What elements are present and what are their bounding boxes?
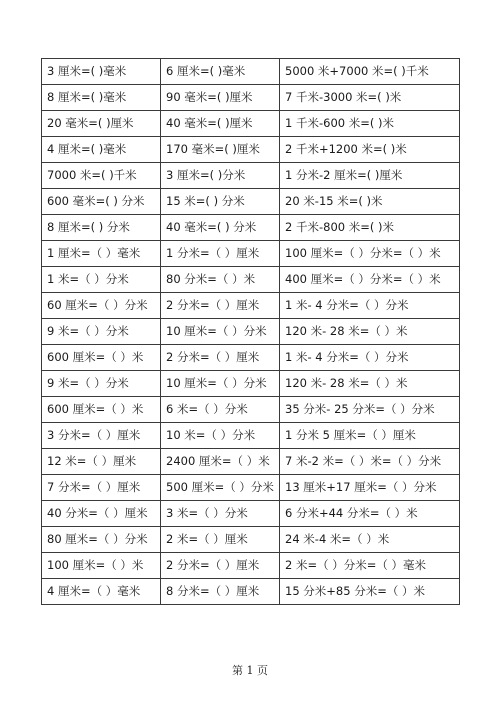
unit-conversion-worksheet (41, 58, 460, 605)
conversion-problem: 1 米=（ ）分米 (42, 267, 161, 293)
conversion-problem: 1 分米-2 厘米=( )厘米 (280, 163, 460, 189)
conversion-problem: 7 分米=（ ）厘米 (42, 475, 161, 501)
conversion-problem: 3 分米=（ ）厘米 (42, 423, 161, 449)
conversion-problem: 120 米- 28 米=（ ）米 (280, 319, 460, 345)
conversion-problem: 600 厘米=（ ）米 (42, 345, 161, 371)
worksheet-row (42, 241, 460, 267)
conversion-problem: 20 米-15 米=( )米 (280, 189, 460, 215)
conversion-problem: 3 厘米=( )分米 (161, 163, 280, 189)
worksheet-row (42, 85, 460, 111)
worksheet-row (42, 59, 460, 85)
conversion-problem: 2400 厘米=（ ）米 (161, 449, 280, 475)
conversion-problem: 1 米- 4 分米=（ ）分米 (280, 345, 460, 371)
worksheet-row (42, 397, 460, 423)
conversion-problem: 10 米=（ ）分米 (161, 423, 280, 449)
worksheet-row (42, 553, 460, 579)
worksheet-row (42, 319, 460, 345)
conversion-problem: 7 米-2 米=（ ）米=（ ）分米 (280, 449, 460, 475)
worksheet-row (42, 501, 460, 527)
conversion-problem: 10 厘米=（ ）分米 (161, 371, 280, 397)
conversion-problem: 9 米=（ ）分米 (42, 371, 161, 397)
conversion-problem: 60 厘米=（ ）分米 (42, 293, 161, 319)
conversion-problem: 600 厘米=（ ）米 (42, 397, 161, 423)
conversion-problem: 35 分米- 25 分米=（ ）分米 (280, 397, 460, 423)
conversion-problem: 170 毫米=( )厘米 (161, 137, 280, 163)
conversion-problem: 4 厘米=（ ）毫米 (42, 579, 161, 605)
conversion-problem: 9 米=（ ）分米 (42, 319, 161, 345)
worksheet-row (42, 579, 460, 605)
worksheet-row (42, 371, 460, 397)
worksheet-row (42, 527, 460, 553)
conversion-problem: 8 厘米=( )毫米 (42, 85, 161, 111)
conversion-problem: 3 厘米=( )毫米 (42, 59, 161, 85)
worksheet-row (42, 215, 460, 241)
worksheet-row (42, 345, 460, 371)
conversion-problem: 24 米-4 米=（ ）米 (280, 527, 460, 553)
conversion-problem: 80 厘米=（ ）分米 (42, 527, 161, 553)
conversion-problem: 1 分米 5 厘米=（ ）厘米 (280, 423, 460, 449)
conversion-problem: 10 厘米=（ ）分米 (161, 319, 280, 345)
conversion-problem: 100 厘米=（ ）分米=（ ）米 (280, 241, 460, 267)
conversion-problem: 2 千米-800 米=( )米 (280, 215, 460, 241)
conversion-problem: 40 毫米=( ) 分米 (161, 215, 280, 241)
conversion-problem: 13 厘米+17 厘米=（ ）分米 (280, 475, 460, 501)
conversion-problem: 90 毫米=( )厘米 (161, 85, 280, 111)
conversion-problem: 40 毫米=( )厘米 (161, 111, 280, 137)
worksheet-row (42, 293, 460, 319)
conversion-problem: 400 厘米=（ ）分米=（ ）米 (280, 267, 460, 293)
worksheet-row (42, 137, 460, 163)
conversion-problem: 100 厘米=（ ）米 (42, 553, 161, 579)
conversion-problem: 2 米=（ ）分米=（ ）毫米 (280, 553, 460, 579)
conversion-problem: 6 分米+44 分米=（ ）米 (280, 501, 460, 527)
page-number: 第 1 页 (232, 664, 268, 677)
worksheet-row (42, 111, 460, 137)
conversion-problem: 20 毫米=( )厘米 (42, 111, 161, 137)
conversion-problem: 600 毫米=( ) 分米 (42, 189, 161, 215)
conversion-problem: 500 厘米=（ ）分米 (161, 475, 280, 501)
conversion-problem: 1 千米-600 米=( )米 (280, 111, 460, 137)
worksheet-body (42, 59, 460, 605)
worksheet-row (42, 475, 460, 501)
conversion-problem: 2 米=（ ）厘米 (161, 527, 280, 553)
conversion-problem: 15 分米+85 分米=（ ）米 (280, 579, 460, 605)
conversion-problem: 2 分米=（ ）厘米 (161, 293, 280, 319)
worksheet-row (42, 267, 460, 293)
conversion-problem: 8 分米=（ ）厘米 (161, 579, 280, 605)
conversion-problem: 2 分米=（ ）厘米 (161, 345, 280, 371)
conversion-problem: 2 千米+1200 米=( )米 (280, 137, 460, 163)
conversion-problem: 1 厘米=（ ）毫米 (42, 241, 161, 267)
conversion-problem: 6 厘米=( )毫米 (161, 59, 280, 85)
conversion-problem: 5000 米+7000 米=( )千米 (280, 59, 460, 85)
conversion-problem: 12 米=（ ）厘米 (42, 449, 161, 475)
conversion-problem: 8 厘米=( ) 分米 (42, 215, 161, 241)
worksheet-row (42, 423, 460, 449)
conversion-problem: 1 分米=（ ）厘米 (161, 241, 280, 267)
conversion-problem: 15 米=( ) 分米 (161, 189, 280, 215)
conversion-problem: 40 分米=（ ）厘米 (42, 501, 161, 527)
conversion-problem: 6 米=（ ）分米 (161, 397, 280, 423)
worksheet-row (42, 163, 460, 189)
conversion-problem: 7 千米-3000 米=( )米 (280, 85, 460, 111)
conversion-problem: 7000 米=( )千米 (42, 163, 161, 189)
conversion-problem: 4 厘米=( )毫米 (42, 137, 161, 163)
worksheet-row (42, 449, 460, 475)
conversion-problem: 1 米- 4 分米=（ ）分米 (280, 293, 460, 319)
conversion-problem: 120 米- 28 米=（ ）米 (280, 371, 460, 397)
worksheet-row (42, 189, 460, 215)
conversion-problem: 2 分米=（ ）厘米 (161, 553, 280, 579)
conversion-problem: 3 米=（ ）分米 (161, 501, 280, 527)
conversion-problem: 80 分米=（ ）米 (161, 267, 280, 293)
